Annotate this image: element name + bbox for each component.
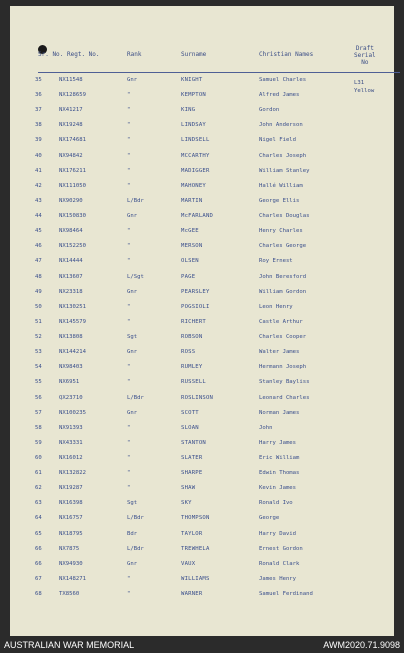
christian-names: Charles Douglas bbox=[259, 213, 310, 220]
regimental-number: NX14444 bbox=[59, 258, 83, 265]
roll-entry bbox=[10, 136, 394, 150]
christian-names: John Beresford bbox=[259, 273, 307, 280]
roll-entry bbox=[10, 560, 394, 574]
christian-names: Edwin Thomas bbox=[259, 470, 300, 477]
rank: " bbox=[127, 470, 131, 477]
entry-number: 57 bbox=[35, 409, 42, 416]
entry-number: 47 bbox=[35, 258, 42, 265]
rank: " bbox=[127, 107, 131, 114]
regimental-number: NX150830 bbox=[59, 213, 86, 220]
rank: " bbox=[127, 379, 131, 386]
surname: SHARPE bbox=[181, 470, 203, 477]
header-draft-serial: Draft Serial No bbox=[354, 45, 376, 66]
surname: RUSSELL bbox=[181, 379, 206, 386]
surname: KING bbox=[181, 107, 196, 114]
entry-number: 62 bbox=[35, 485, 42, 492]
surname: ROBSON bbox=[181, 334, 203, 341]
entry-number: 60 bbox=[35, 455, 42, 461]
rank: " bbox=[127, 485, 131, 492]
surname: RUMLEY bbox=[181, 364, 203, 371]
rank: " bbox=[127, 318, 131, 325]
entry-number: 64 bbox=[35, 515, 42, 522]
regimental-number: NX19287 bbox=[59, 485, 83, 492]
surname: McFARLAND bbox=[181, 213, 214, 220]
surname: WARNER bbox=[181, 591, 203, 598]
roll-entry bbox=[10, 257, 394, 271]
roll-entry bbox=[10, 152, 394, 166]
roll-entry bbox=[10, 394, 394, 408]
regimental-number: NX16757 bbox=[59, 515, 83, 522]
roll-entry bbox=[10, 590, 394, 604]
entry-number: 65 bbox=[35, 530, 42, 537]
entry-number: 66 bbox=[35, 545, 42, 552]
entry-number: 59 bbox=[35, 439, 42, 446]
rank: Gnr bbox=[127, 349, 138, 356]
regimental-number: NX152250 bbox=[59, 243, 86, 250]
rank: " bbox=[127, 122, 131, 129]
regimental-number: NX18795 bbox=[59, 530, 83, 537]
regimental-number: NX98464 bbox=[59, 228, 83, 235]
header-christian-names: Christian Names bbox=[259, 51, 314, 58]
christian-names: Walter James bbox=[259, 349, 300, 356]
entry-number: 63 bbox=[35, 500, 42, 507]
roll-entry bbox=[10, 227, 394, 241]
surname: ROSS bbox=[181, 349, 196, 356]
christian-names: Stanley Bayliss bbox=[259, 379, 310, 386]
regimental-number: NX111050 bbox=[59, 182, 86, 189]
christian-names: Ernest Gordon bbox=[259, 545, 303, 552]
entry-number: 55 bbox=[35, 379, 42, 386]
christian-names: Alfred James bbox=[259, 92, 300, 99]
entry-number: 67 bbox=[35, 575, 42, 582]
christian-names: Ronald Clark bbox=[259, 560, 300, 567]
rank: Sgt bbox=[127, 500, 138, 507]
regimental-number: TX8560 bbox=[59, 591, 80, 598]
christian-names: Eric William bbox=[259, 455, 300, 461]
christian-names: William Stanley bbox=[259, 167, 310, 174]
christian-names: George Ellis bbox=[259, 197, 300, 204]
surname: LINDSAY bbox=[181, 122, 206, 129]
roll-entry bbox=[10, 212, 394, 226]
rank: " bbox=[127, 364, 131, 371]
regimental-number: NX128659 bbox=[59, 92, 86, 99]
regimental-number: NX176211 bbox=[59, 167, 86, 174]
roll-entry bbox=[10, 303, 394, 317]
christian-names: William Gordon bbox=[259, 288, 307, 295]
rank: Gnr bbox=[127, 409, 138, 416]
roll-entry bbox=[10, 167, 394, 181]
entry-number: 36 bbox=[35, 92, 42, 99]
surname: SKY bbox=[181, 500, 192, 507]
regimental-number: NX98403 bbox=[59, 364, 83, 371]
header-sr-no: Sr. No. bbox=[38, 51, 64, 58]
regimental-number: QX23710 bbox=[59, 394, 83, 401]
christian-names: John bbox=[259, 424, 273, 431]
regimental-number: NX100235 bbox=[59, 409, 86, 416]
roll-entry bbox=[10, 288, 394, 302]
entry-number: 58 bbox=[35, 424, 42, 431]
surname: McGEE bbox=[181, 228, 199, 235]
rank: " bbox=[127, 258, 131, 265]
entry-number: 54 bbox=[35, 364, 42, 371]
regimental-number: NX145579 bbox=[59, 318, 86, 325]
regimental-number: NX23318 bbox=[59, 288, 83, 295]
rank: L/Bdr bbox=[127, 515, 144, 522]
christian-names: George bbox=[259, 515, 280, 522]
rank: " bbox=[127, 228, 131, 235]
entry-number: 43 bbox=[35, 197, 42, 204]
roll-entry bbox=[10, 242, 394, 256]
surname: MAHONEY bbox=[181, 182, 206, 189]
regimental-number: NX41217 bbox=[59, 107, 83, 114]
rank: " bbox=[127, 455, 131, 461]
rank: Sgt bbox=[127, 334, 138, 341]
christian-names: Harry David bbox=[259, 530, 297, 537]
entry-number: 39 bbox=[35, 137, 42, 144]
roll-entry bbox=[10, 469, 394, 483]
regimental-number: NX13607 bbox=[59, 273, 83, 280]
surname: SHAW bbox=[181, 485, 196, 492]
rank: " bbox=[127, 591, 131, 598]
entry-number: 44 bbox=[35, 213, 42, 220]
entry-number: 37 bbox=[35, 107, 42, 114]
roll-entry bbox=[10, 409, 394, 423]
entry-number: 45 bbox=[35, 228, 42, 235]
surname: POGSIOLI bbox=[181, 303, 210, 310]
christian-names: Roy Ernest bbox=[259, 258, 293, 265]
roll-entry bbox=[10, 91, 394, 105]
header-rank: Rank bbox=[127, 51, 142, 58]
christian-names: Charles Cooper bbox=[259, 334, 307, 341]
entry-number: 38 bbox=[35, 122, 42, 129]
roll-entry bbox=[10, 182, 394, 196]
christian-names: Charles George bbox=[259, 243, 307, 250]
surname: OLSEN bbox=[181, 258, 199, 265]
regimental-number: NX148271 bbox=[59, 575, 86, 582]
roll-entry bbox=[10, 318, 394, 332]
entry-number: 40 bbox=[35, 152, 42, 159]
header-regt-no: Regt. No. bbox=[67, 51, 100, 58]
regimental-number: NX6951 bbox=[59, 379, 80, 386]
entry-number: 48 bbox=[35, 273, 42, 280]
christian-names: Hallé William bbox=[259, 182, 303, 189]
regimental-number: NX13808 bbox=[59, 334, 83, 341]
roll-entry bbox=[10, 454, 394, 468]
roll-entry bbox=[10, 106, 394, 120]
surname: VAUX bbox=[181, 560, 196, 567]
roll-entry bbox=[10, 121, 394, 135]
roll-entry bbox=[10, 363, 394, 377]
christian-names: Leonard Charles bbox=[259, 394, 310, 401]
rank: " bbox=[127, 152, 131, 159]
christian-names: Hermann Joseph bbox=[259, 364, 307, 371]
christian-names: James Henry bbox=[259, 575, 297, 582]
christian-names: Nigel Field bbox=[259, 137, 297, 144]
regimental-number: NX174681 bbox=[59, 137, 86, 144]
footer-accession: AWM2020.71.9098 bbox=[323, 640, 400, 650]
entry-number: 46 bbox=[35, 243, 42, 250]
roll-entry bbox=[10, 76, 394, 90]
christian-names: Henry Charles bbox=[259, 228, 303, 235]
roll-entry bbox=[10, 378, 394, 392]
surname: WILLIAMS bbox=[181, 575, 210, 582]
regimental-number: NX94842 bbox=[59, 152, 83, 159]
entry-number: 35 bbox=[35, 77, 42, 83]
entry-number: 68 bbox=[35, 591, 42, 598]
rank: " bbox=[127, 167, 131, 174]
rank: " bbox=[127, 243, 131, 250]
regimental-number: NX91393 bbox=[59, 424, 83, 431]
rank: " bbox=[127, 137, 131, 144]
rank: Gnr bbox=[127, 288, 138, 295]
roll-entry bbox=[10, 197, 394, 211]
roll-entry bbox=[10, 333, 394, 347]
regimental-number: NX16398 bbox=[59, 500, 83, 507]
christian-names: Castle Arthur bbox=[259, 318, 303, 325]
surname: MARTIN bbox=[181, 197, 203, 204]
header-rule bbox=[38, 72, 400, 73]
surname: THOMPSON bbox=[181, 515, 210, 522]
surname: TREWHELA bbox=[181, 545, 210, 552]
entry-number: 66 bbox=[35, 560, 42, 567]
roll-entry bbox=[10, 545, 394, 559]
surname: MERSON bbox=[181, 243, 203, 250]
entry-number: 56 bbox=[35, 394, 42, 401]
christian-names: Norman James bbox=[259, 409, 300, 416]
rank: " bbox=[127, 575, 131, 582]
christian-names: Ronald Ivo bbox=[259, 500, 293, 507]
surname: LINDSELL bbox=[181, 137, 210, 144]
surname: STANTON bbox=[181, 439, 206, 446]
document-page bbox=[10, 6, 394, 636]
rank: Gnr bbox=[127, 213, 138, 220]
regimental-number: NX130251 bbox=[59, 303, 86, 310]
rank: " bbox=[127, 439, 131, 446]
entry-number: 52 bbox=[35, 334, 42, 341]
rank: L/Bdr bbox=[127, 197, 144, 204]
entry-number: 53 bbox=[35, 349, 42, 356]
roll-entry bbox=[10, 530, 394, 544]
christian-names: Leon Henry bbox=[259, 303, 293, 310]
surname: KEMPTON bbox=[181, 92, 206, 99]
surname: MCCARTHY bbox=[181, 152, 210, 159]
surname: RICHERT bbox=[181, 318, 206, 325]
entry-number: 61 bbox=[35, 470, 42, 477]
rank: L/Sgt bbox=[127, 273, 144, 280]
christian-names: Gordon bbox=[259, 107, 280, 114]
roll-entry bbox=[10, 348, 394, 362]
footer-source: AUSTRALIAN WAR MEMORIAL bbox=[4, 640, 135, 650]
christian-names: Samuel Ferdinand bbox=[259, 591, 313, 598]
surname: KNIGHT bbox=[181, 77, 203, 83]
regimental-number: NX90290 bbox=[59, 197, 83, 204]
rank: " bbox=[127, 303, 131, 310]
roll-entry bbox=[10, 273, 394, 287]
roll-entry bbox=[10, 439, 394, 453]
entry-number: 49 bbox=[35, 288, 42, 295]
regimental-number: NX11548 bbox=[59, 77, 83, 83]
rank: " bbox=[127, 92, 131, 99]
rank: L/Bdr bbox=[127, 394, 144, 401]
regimental-number: NX94930 bbox=[59, 560, 83, 567]
christian-names: Charles Joseph bbox=[259, 152, 307, 159]
entry-number: 41 bbox=[35, 167, 42, 174]
regimental-number: NX132822 bbox=[59, 470, 86, 477]
christian-names: Samuel Charles bbox=[259, 77, 307, 83]
regimental-number: NX43331 bbox=[59, 439, 83, 446]
entry-number: 50 bbox=[35, 303, 42, 310]
surname: SLATER bbox=[181, 455, 203, 461]
roll-entry bbox=[10, 424, 394, 438]
surname: SLOAN bbox=[181, 424, 199, 431]
regimental-number: NX7875 bbox=[59, 545, 80, 552]
roll-entry bbox=[10, 514, 394, 528]
rank: Gnr bbox=[127, 560, 138, 567]
roll-entry bbox=[10, 499, 394, 513]
rank: Bdr bbox=[127, 530, 138, 537]
roll-entry bbox=[10, 484, 394, 498]
entry-number: 51 bbox=[35, 318, 42, 325]
roll-entry bbox=[10, 575, 394, 589]
regimental-number: NX19248 bbox=[59, 122, 83, 129]
rank: L/Bdr bbox=[127, 545, 144, 552]
draft-note: L31 Yellow bbox=[354, 80, 375, 94]
surname: SCOTT bbox=[181, 409, 199, 416]
rank: " bbox=[127, 424, 131, 431]
entry-number: 42 bbox=[35, 182, 42, 189]
surname: TAYLOR bbox=[181, 530, 203, 537]
regimental-number: NX144214 bbox=[59, 349, 86, 356]
surname: MADIGGER bbox=[181, 167, 210, 174]
christian-names: John Anderson bbox=[259, 122, 303, 129]
surname: PEARSLEY bbox=[181, 288, 210, 295]
header-surname: Surname bbox=[181, 51, 207, 58]
regimental-number: NX16012 bbox=[59, 455, 83, 461]
christian-names: Kevin James bbox=[259, 485, 297, 492]
rank: Gnr bbox=[127, 77, 138, 83]
surname: PAGE bbox=[181, 273, 196, 280]
rank: " bbox=[127, 182, 131, 189]
surname: ROSLINSON bbox=[181, 394, 214, 401]
christian-names: Harry James bbox=[259, 439, 297, 446]
